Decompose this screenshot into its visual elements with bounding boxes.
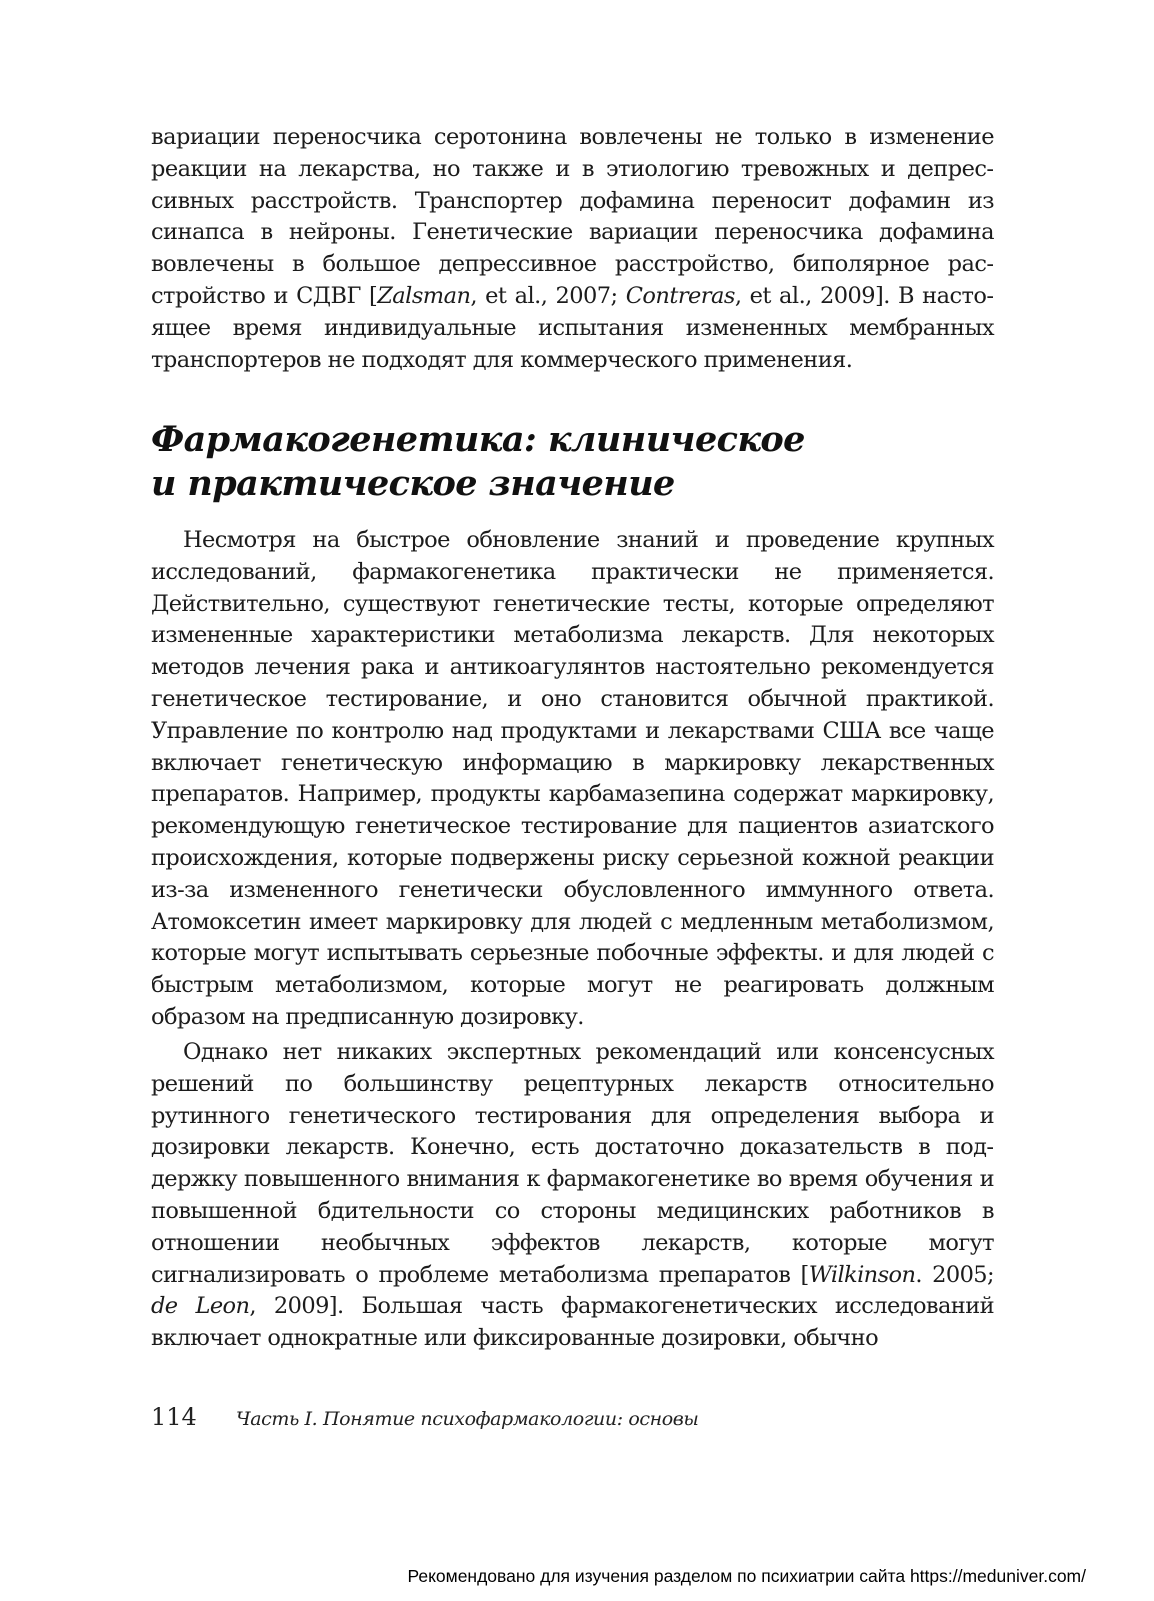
page-footer — [151, 1403, 699, 1431]
paragraph-text: , et al., 2007; — [470, 282, 626, 309]
paragraph-text: Однако нет никаких экспертных рекомендаций или консенсусных решений по большинству рецептурных лекарств относительно рутинного генетического тестирования для определения выбора и дозировки лекарств. Конечно, есть достаточно доказательств в поддержку повышенного внимания к фармакогенетике во время обучения и повышенной бдительности со стороны медицинских работников в отношении необычных эффектов лекарств, которые могут сигнализировать о проблеме метаболизма препаратов [ — [151, 1039, 994, 1288]
section-heading-line-2: и практическое значение — [151, 463, 675, 504]
citation-author: de Leon — [151, 1293, 250, 1320]
paragraph-text: , et al., 2009]. В настоящее время индивидуальные испытания измененных мембранных транспортеров не подходят для коммерческого применения. — [151, 282, 995, 373]
paragraph — [151, 1037, 994, 1355]
running-title: Часть I. Понятие психофармакологии: основы — [235, 1408, 699, 1430]
paragraph-text: вариации переносчика серотонина вовлечены не только в изменение реакции на лекарства, но также и в этиологию тревожных и депрессивных расстройств. Транспортер дофамина переносит дофамин из синапса в нейроны. Генетические вариации переносчика дофамина вовлечены в большое депрессивное расстройство, биполярное расстройство и СДВГ [ — [151, 124, 994, 309]
watermark-caption: Рекомендовано для изучения разделом по психиатрии сайта https://meduniver.com/ — [407, 1566, 1086, 1586]
paragraph-continued — [151, 122, 994, 376]
section-heading — [151, 418, 994, 506]
page-number: 114 — [151, 1403, 197, 1431]
citation-author: Contreras — [625, 282, 735, 309]
book-page — [151, 0, 994, 1601]
paragraph-text: . 2005; — [915, 1261, 994, 1288]
citation-author: Zalsman — [377, 282, 471, 309]
paragraph-text: , 2009]. Большая часть фармакогенетических исследований включает однократные или фиксированные дозировки, обычно — [151, 1293, 994, 1352]
paragraph: Несмотря на быстрое обновление знаний и проведение крупных исследований, фармакогенетика практически не применяется. Действительно, существуют генетические тесты, которые определяют измененные характеристики метаболизма лекарств. Для некоторых методов лечения рака и антикоагулянтов настоятельно рекомендуется генетическое тестирование, и оно становится обычной практикой. Управление по контролю над продуктами и лекарствами США все чаще включает генетическую информацию в маркировку лекарственных препаратов. Например, продукты карбамазепина содержат маркировку, рекомендующую генетическое тестирование для пациентов азиатского происхождения, которые подвержены риску серьезной кожной реакции из-за измененного генетически обусловленного иммунного ответа. Атомоксетин имеет маркировку для людей с медленным метаболизмом, которые могут испытывать серьезные побочные эффекты. и для людей с быстрым метаболизмом, которые могут не реагировать должным образом на предписанную дозировку. — [151, 527, 994, 1030]
section-heading-line-1: Фармакогенетика: клиническое — [151, 419, 805, 460]
citation-author: Wilkinson — [808, 1261, 916, 1288]
